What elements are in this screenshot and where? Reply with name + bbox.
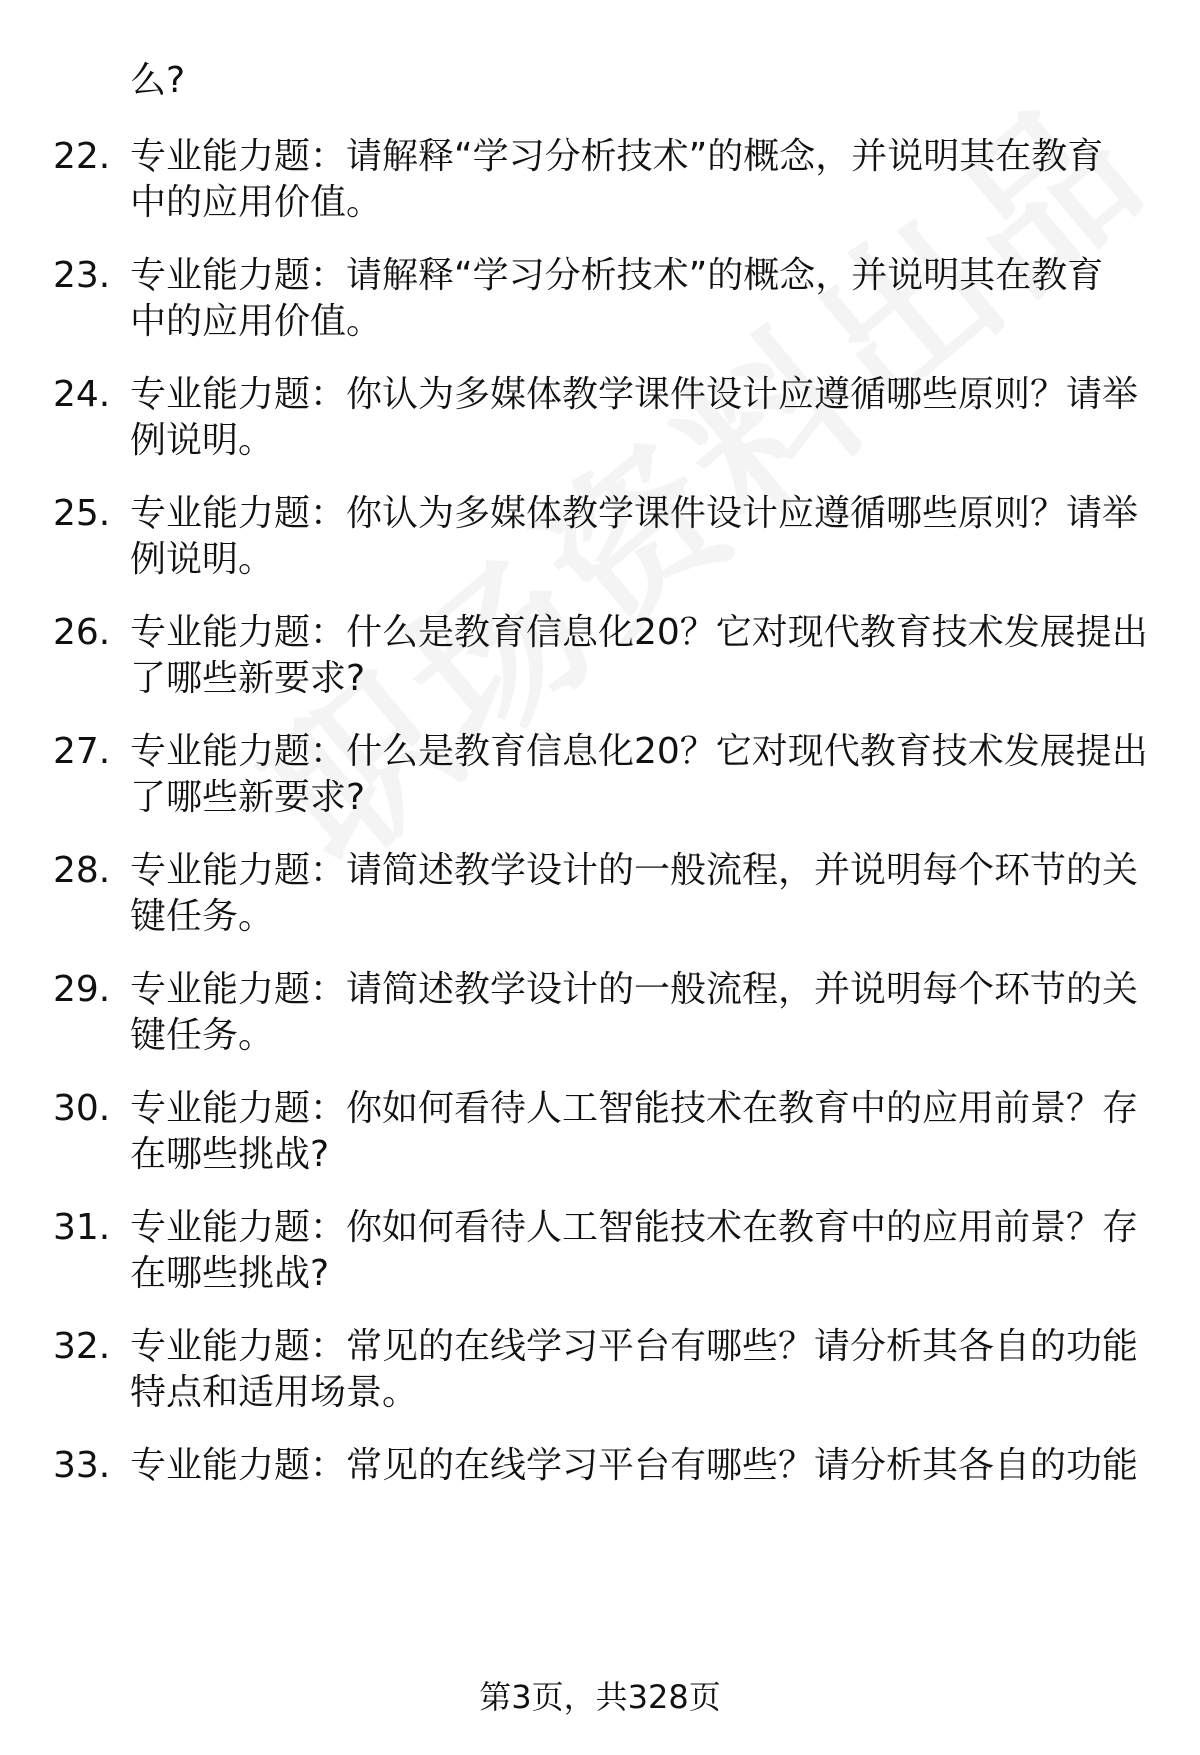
question-text-line2: 中的应用价值。 [130, 182, 383, 223]
question-number: 27. [53, 731, 111, 772]
question-text-line1: 专业能力题：你认为多媒体教学课件设计应遵循哪些原则？请举 [130, 493, 1139, 534]
question-number: 30. [53, 1088, 111, 1129]
question-text-line1: 专业能力题：什么是教育信息化20？它对现代教育技术发展提出 [130, 731, 1148, 772]
question-number: 25. [53, 493, 111, 534]
question-text-line2: 中的应用价值。 [130, 301, 383, 342]
question-number: 29. [53, 969, 111, 1010]
question-text-line2: 特点和适用场景。 [130, 1372, 419, 1413]
question-number: 33. [53, 1445, 111, 1486]
question-text-line1: 专业能力题：请简述教学设计的一般流程，并说明每个环节的关 [130, 850, 1139, 891]
question-text-line2: 键任务。 [130, 1015, 275, 1056]
question-text-line1: 专业能力题：什么是教育信息化20？它对现代教育技术发展提出 [130, 612, 1148, 653]
question-text-line1: 专业能力题：请简述教学设计的一般流程，并说明每个环节的关 [130, 969, 1139, 1010]
question-text-line2: 在哪些挑战? [130, 1253, 330, 1294]
continuation-text: 么? [130, 60, 186, 101]
question-text-line2: 例说明。 [130, 420, 275, 461]
question-text-line2: 键任务。 [130, 896, 275, 937]
question-text-line2: 了哪些新要求? [130, 777, 366, 818]
question-number: 31. [53, 1207, 111, 1248]
question-text-line2: 在哪些挑战? [130, 1134, 330, 1175]
page-footer: 第3页，共328页 [479, 1678, 721, 1716]
question-number: 26. [53, 612, 111, 653]
question-text-line1: 专业能力题：你如何看待人工智能技术在教育中的应用前景？存 [130, 1088, 1139, 1129]
question-number: 32. [53, 1326, 111, 1367]
question-text-line1: 专业能力题：请解释“学习分析技术”的概念，并说明其在教育 [130, 255, 1104, 296]
question-number: 23. [53, 255, 111, 296]
question-text-line1: 专业能力题：你如何看待人工智能技术在教育中的应用前景？存 [130, 1207, 1139, 1248]
question-number: 28. [53, 850, 111, 891]
question-text-line1: 专业能力题：常见的在线学习平台有哪些？请分析其各自的功能 [130, 1445, 1139, 1486]
question-text-line1: 专业能力题：你认为多媒体教学课件设计应遵循哪些原则？请举 [130, 374, 1139, 415]
question-number: 24. [53, 374, 111, 415]
question-number: 22. [53, 136, 111, 177]
question-text-line2: 了哪些新要求? [130, 658, 366, 699]
question-text-line1: 专业能力题：常见的在线学习平台有哪些？请分析其各自的功能 [130, 1326, 1139, 1367]
question-text-line2: 例说明。 [130, 539, 275, 580]
question-text-line1: 专业能力题：请解释“学习分析技术”的概念，并说明其在教育 [130, 136, 1104, 177]
